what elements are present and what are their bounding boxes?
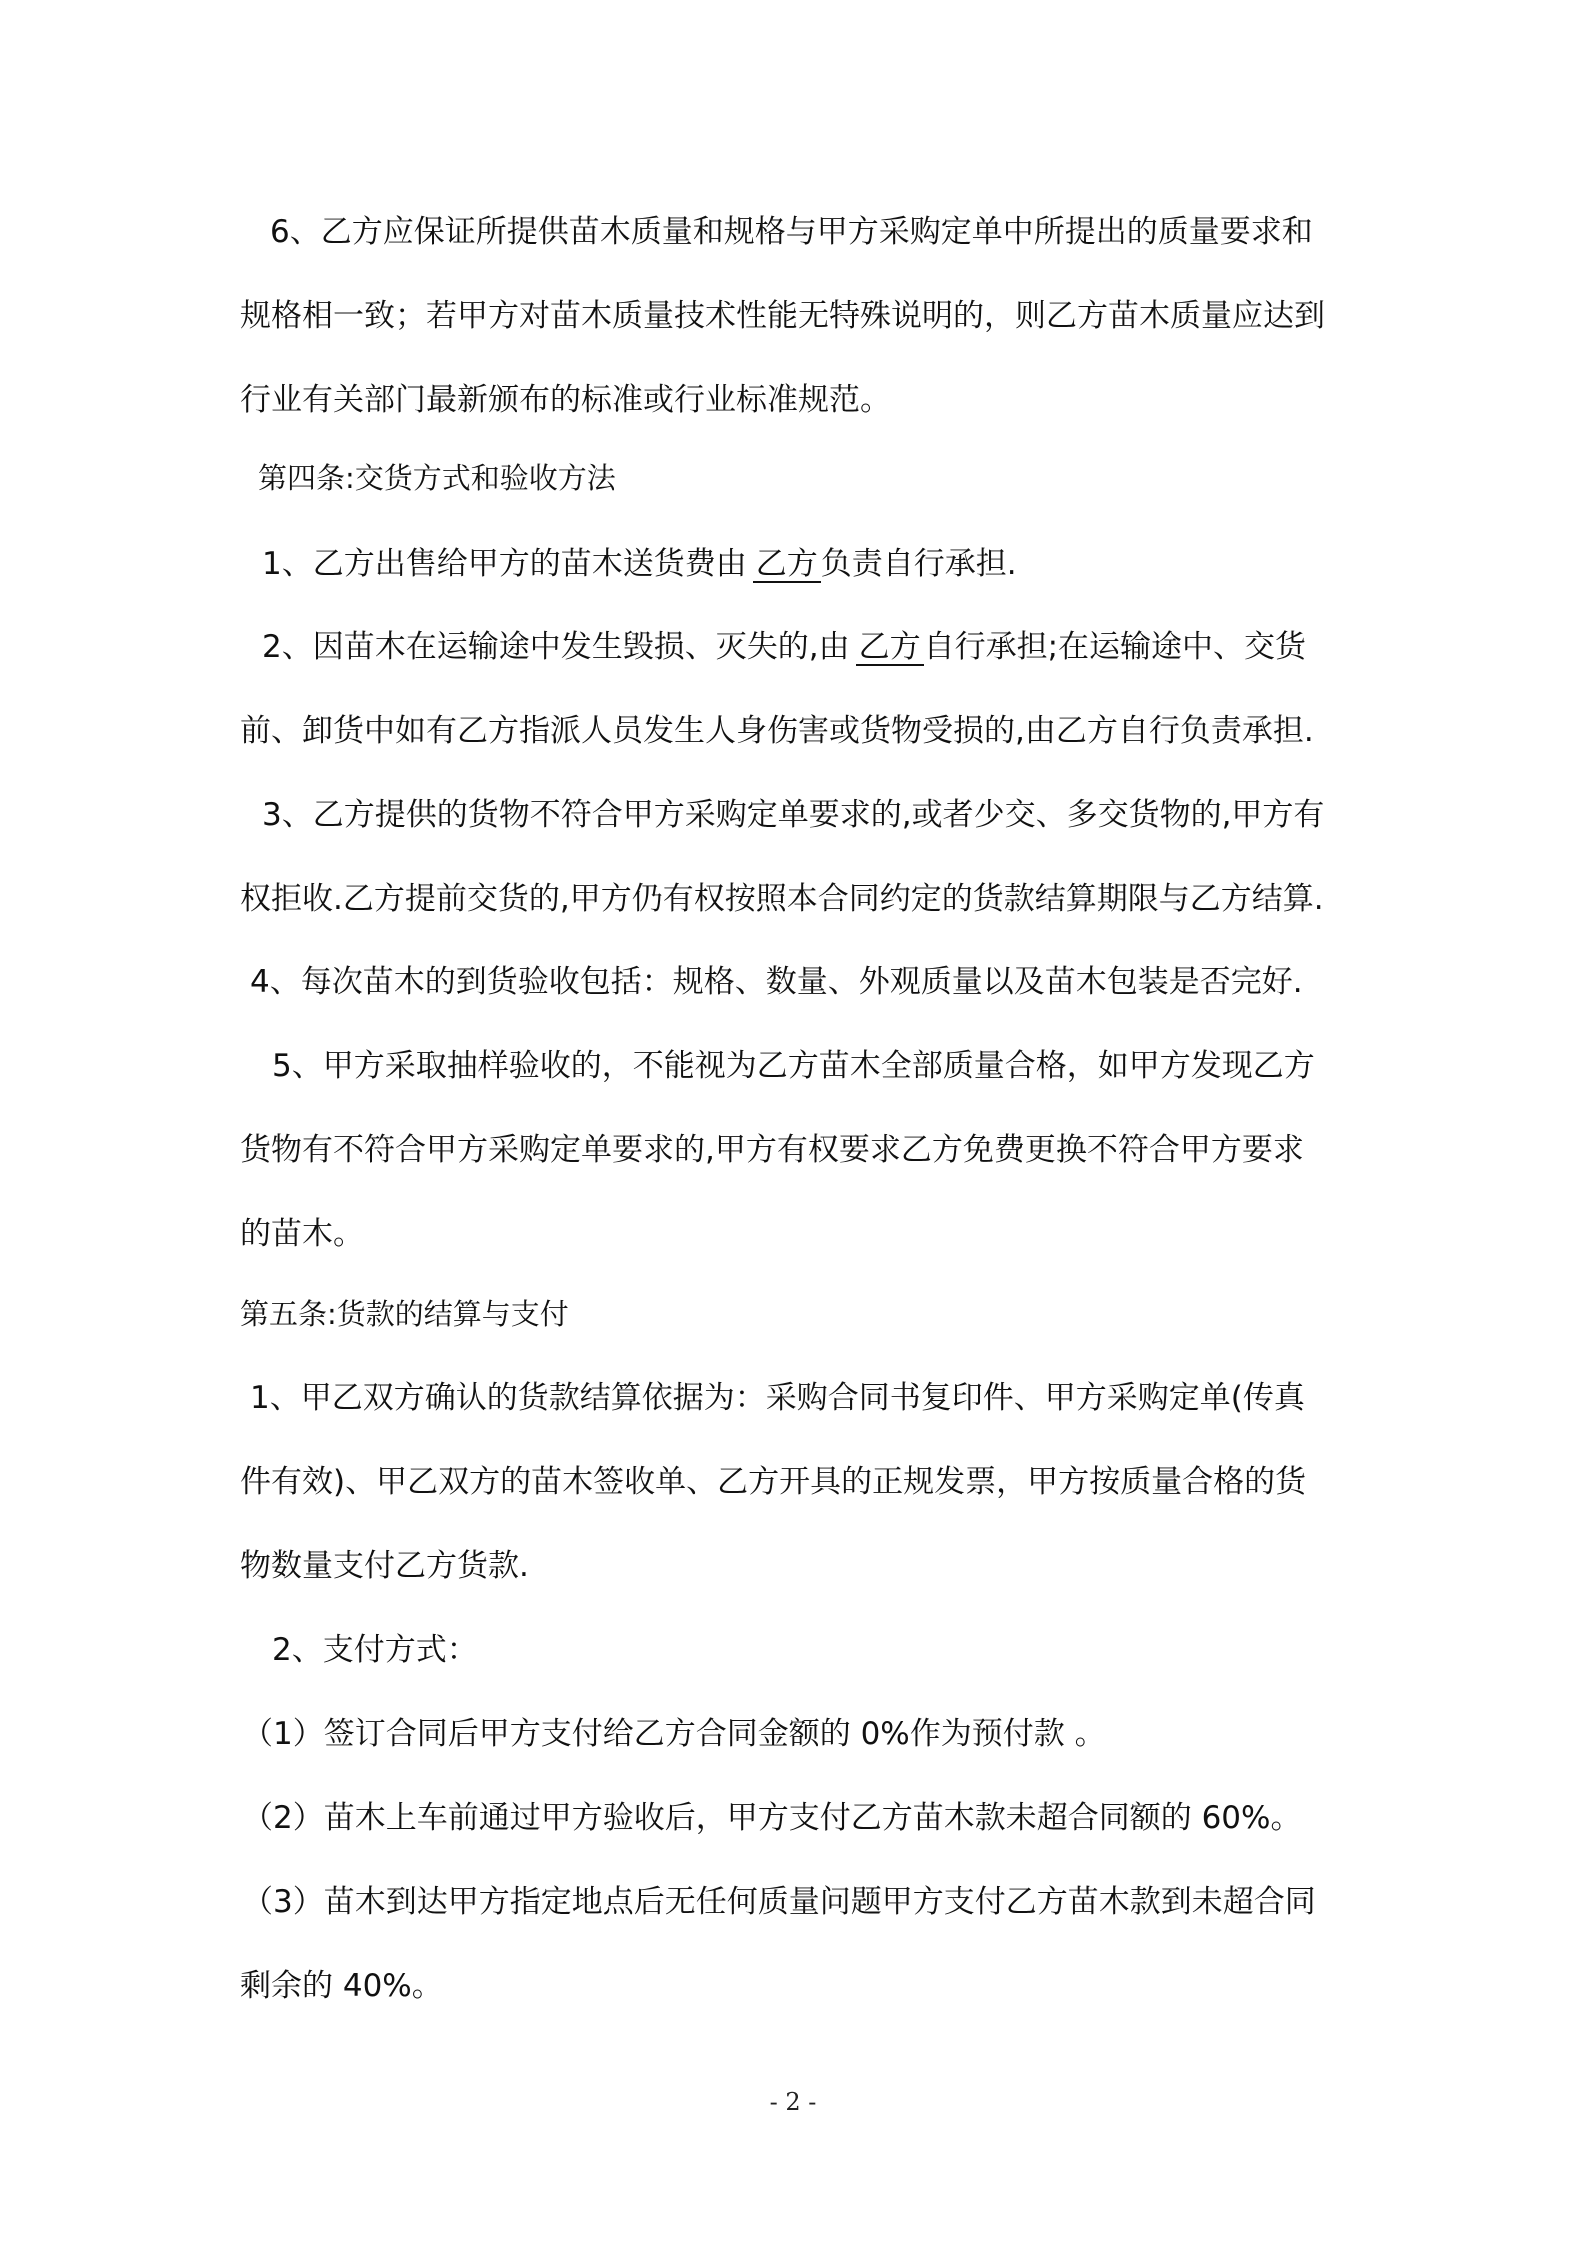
underlined-blank: 乙方 bbox=[856, 630, 924, 666]
paragraph-line: 行业有关部门最新颁布的标准或行业标准规范。 bbox=[240, 382, 891, 418]
paragraph-line bbox=[262, 544, 1017, 584]
paragraph-line: （3）苗木到达甲方指定地点后无任何质量问题甲方支付乙方苗木款到未超合同 bbox=[242, 1884, 1316, 1920]
text-segment: 1、乙方出售给甲方的苗木送货费由 bbox=[262, 546, 747, 582]
text-segment: 自行承担;在运输途中、交货 bbox=[923, 629, 1307, 665]
text-segment: 2、因苗木在运输途中发生毁损、灭失的,由 bbox=[262, 629, 850, 665]
paragraph-line: 货物有不符合甲方采购定单要求的,甲方有权要求乙方免费更换不符合甲方要求 bbox=[240, 1132, 1304, 1168]
paragraph-line: 物数量支付乙方货款. bbox=[240, 1548, 529, 1584]
section-heading: 第五条:货款的结算与支付 bbox=[240, 1297, 569, 1331]
paragraph-line: （2）苗木上车前通过甲方验收后，甲方支付乙方苗木款未超合同额的 60%。 bbox=[242, 1800, 1302, 1836]
section-heading: 第四条:交货方式和验收方法 bbox=[258, 461, 616, 495]
page-number: - 2 - bbox=[769, 2088, 817, 2116]
paragraph-line: 6、乙方应保证所提供苗木质量和规格与甲方采购定单中所提出的质量要求和 bbox=[270, 214, 1313, 250]
paragraph-line: 权拒收.乙方提前交货的,甲方仍有权按照本合同约定的货款结算期限与乙方结算. bbox=[240, 881, 1324, 917]
paragraph-line: 的苗木。 bbox=[240, 1216, 364, 1252]
paragraph-line: 1、甲乙双方确认的货款结算依据为：采购合同书复印件、甲方采购定单(传真 bbox=[250, 1380, 1305, 1416]
paragraph-line: 规格相一致；若甲方对苗木质量技术性能无特殊说明的，则乙方苗木质量应达到 bbox=[240, 298, 1325, 334]
paragraph-line: 件有效)、甲乙双方的苗木签收单、乙方开具的正规发票，甲方按质量合格的货 bbox=[240, 1464, 1307, 1500]
paragraph-line: 5、甲方采取抽样验收的，不能视为乙方苗木全部质量合格，如甲方发现乙方 bbox=[272, 1048, 1315, 1084]
paragraph-line: 3、乙方提供的货物不符合甲方采购定单要求的,或者少交、多交货物的,甲方有 bbox=[262, 797, 1325, 833]
paragraph-line: 剩余的 40%。 bbox=[240, 1968, 443, 2004]
paragraph-line: （1）签订合同后甲方支付给乙方合同金额的 0%作为预付款 。 bbox=[242, 1716, 1106, 1752]
paragraph-line: 前、卸货中如有乙方指派人员发生人身伤害或货物受损的,由乙方自行负责承担. bbox=[240, 713, 1314, 749]
paragraph-line: 4、每次苗木的到货验收包括：规格、数量、外观质量以及苗木包装是否完好. bbox=[250, 964, 1303, 1000]
paragraph-line bbox=[262, 627, 1306, 667]
text-segment: 负责自行承担. bbox=[820, 546, 1017, 582]
paragraph-line: 2、支付方式： bbox=[272, 1632, 478, 1668]
underlined-blank: 乙方 bbox=[753, 547, 821, 583]
